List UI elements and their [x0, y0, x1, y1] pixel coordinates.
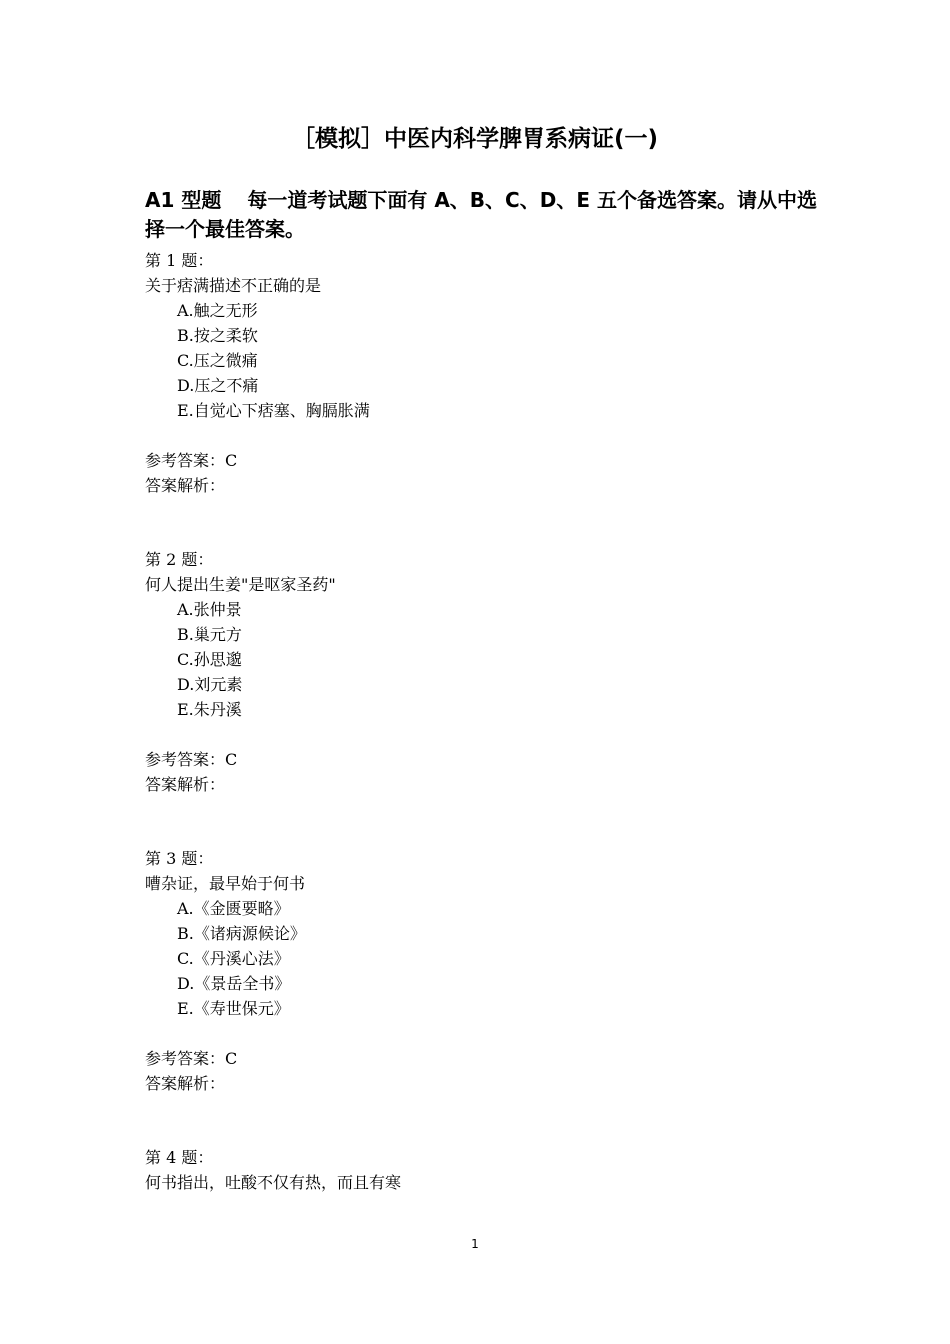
option-a: A.张仲景 [177, 600, 242, 619]
page-number: 1 [471, 1237, 479, 1251]
answer-analysis: 答案解析： [145, 1074, 226, 1093]
option-c: C.《丹溪心法》 [177, 949, 290, 968]
answer-analysis: 答案解析： [145, 476, 226, 495]
option-b: B.巢元方 [177, 625, 242, 644]
spacer [145, 423, 825, 448]
answer-analysis: 答案解析： [145, 775, 226, 794]
question-block-4 [145, 1145, 825, 1195]
option-b: B.《诸病源候论》 [177, 924, 306, 943]
option-list [145, 597, 825, 722]
reference-answer: 参考答案：C [145, 451, 238, 470]
question-number: 第 1 题： [145, 251, 214, 270]
question-block-2 [145, 547, 825, 797]
reference-answer: 参考答案：C [145, 1049, 238, 1068]
question-number: 第 2 题： [145, 550, 214, 569]
spacer [145, 722, 825, 747]
section-heading [145, 186, 825, 244]
option-e: E.朱丹溪 [177, 700, 242, 719]
option-c: C.孙思邈 [177, 650, 242, 669]
option-d: D.压之不痛 [177, 376, 259, 395]
option-b: B.按之柔软 [177, 326, 258, 345]
question-stem: 关于痞满描述不正确的是 [145, 276, 322, 295]
question-stem: 何书指出，吐酸不仅有热，而且有寒 [145, 1173, 402, 1192]
option-a: A.触之无形 [177, 301, 258, 320]
question-type-label: A1 型题 [145, 188, 222, 212]
reference-answer: 参考答案：C [145, 750, 238, 769]
option-a: A.《金匮要略》 [177, 899, 290, 918]
question-block-1 [145, 248, 825, 498]
option-d: D.刘元素 [177, 675, 243, 694]
spacer [145, 1021, 825, 1046]
option-e: E.自觉心下痞塞、胸膈胀满 [177, 401, 370, 420]
question-stem: 嘈杂证，最早始于何书 [145, 874, 306, 893]
page-title: ［模拟］中医内科学脾胃系病证(一) [291, 126, 659, 152]
question-block-3 [145, 846, 825, 1096]
option-c: C.压之微痛 [177, 351, 258, 370]
question-number: 第 3 题： [145, 849, 214, 868]
question-number: 第 4 题： [145, 1148, 214, 1167]
option-list [145, 896, 825, 1021]
option-d: D.《景岳全书》 [177, 974, 291, 993]
option-list [145, 298, 825, 423]
option-e: E.《寿世保元》 [177, 999, 290, 1018]
section-instruction: 每一道考试题下面有 A、B、C、D、E 五个备选答案。请从中选择一个最佳答案。 [145, 188, 817, 241]
question-stem: 何人提出生姜"是呕家圣药" [145, 575, 336, 594]
